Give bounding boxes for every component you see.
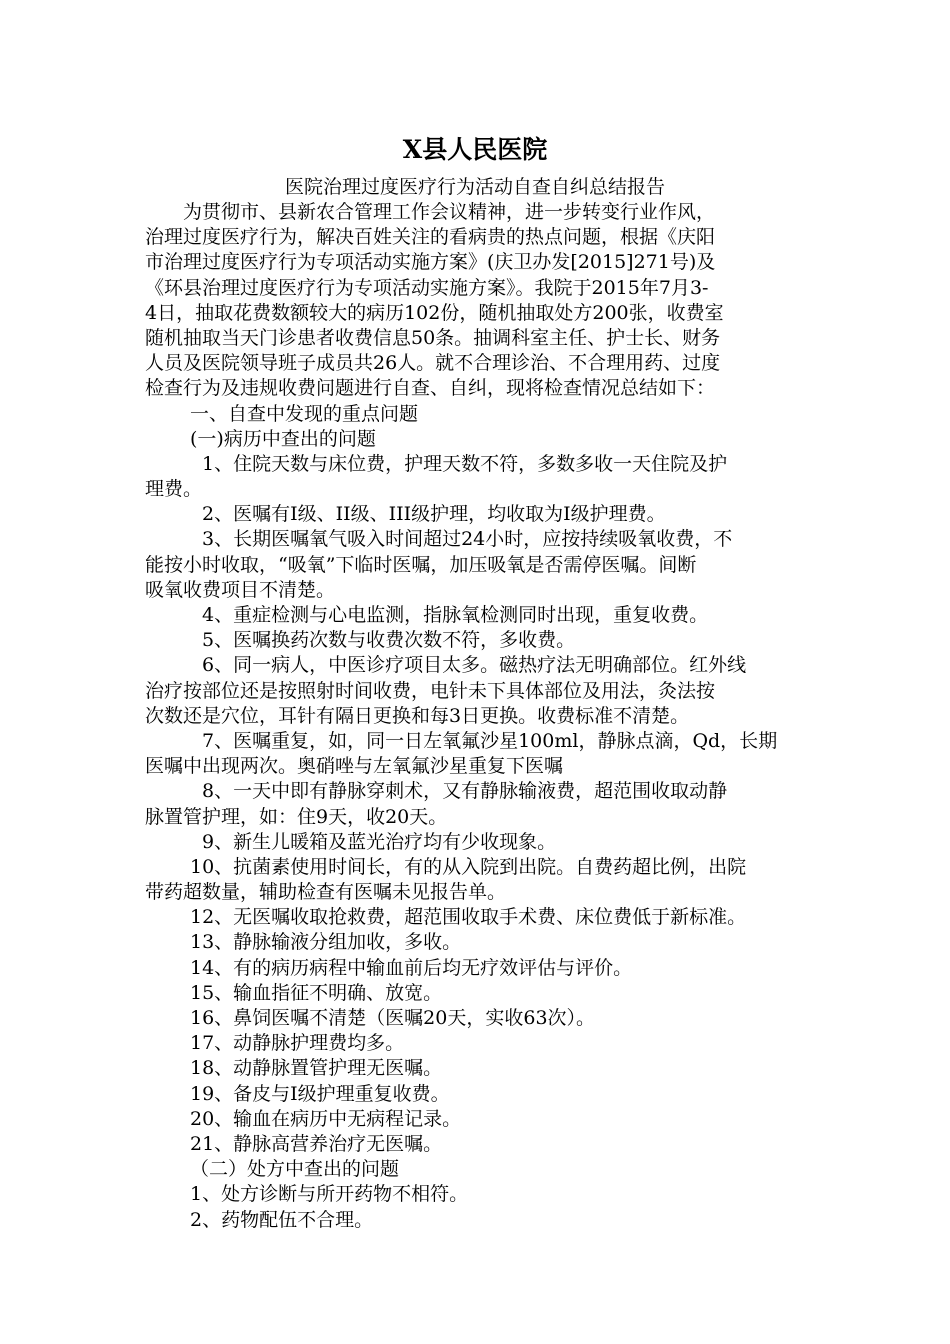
body-line: 1、住院天数与床位费，护理天数不符，多数多收一天住院及护: [202, 452, 728, 475]
body-line: 9、新生儿暖箱及蓝光治疗均有少收现象。: [202, 830, 557, 853]
body-line: 21、静脉高营养治疗无医嘱。: [190, 1132, 443, 1155]
document-subtitle: 医院治理过度医疗行为活动自查自纠总结报告: [285, 176, 666, 198]
body-line: 10、抗菌素使用时间长，有的从入院到出院。自费药超比例，出院: [190, 855, 747, 878]
body-line: 市治理过度医疗行为专项活动实施方案》(庆卫办发[2015]271号)及: [145, 251, 716, 274]
body-line: 3、长期医嘱氧气吸入时间超过24小时，应按持续吸氧收费，不: [202, 528, 733, 551]
body-line: 人员及医院领导班子成员共26人。就不合理诊治、不合理用药、过度: [145, 352, 721, 375]
body-line: 17、动静脉护理费均多。: [190, 1032, 405, 1055]
body-line: 理费。: [145, 478, 203, 501]
body-line: 16、鼻饲医嘱不清楚（医嘱20天，实收63次）。: [190, 1007, 596, 1029]
body-line: 7、医嘱重复，如，同一日左氧氟沙星100ml，静脉点滴，Qd，长期: [202, 729, 778, 752]
body-line: 次数还是穴位，耳针有隔日更换和每3日更换。收费标准不清楚。: [145, 704, 690, 727]
body-line: 脉置管护理，如：住9天，收20天。: [145, 805, 448, 828]
body-line: （二）处方中查出的问题: [190, 1158, 400, 1181]
body-line: 《环县治理过度医疗行为专项活动实施方案》。我院于2015年7月3-: [145, 276, 709, 299]
body-line: 19、备皮与Ⅰ级护理重复收费。: [190, 1082, 450, 1105]
body-line: 14、有的病历病程中输血前后均无疗效评估与评价。: [190, 956, 633, 979]
document-body: [145, 200, 810, 1233]
body-line: 带药超数量，辅助检查有医嘱未见报告单。: [145, 881, 507, 904]
body-line: 4、重症检测与心电监测，指脉氧检测同时出现，重复收费。: [202, 604, 709, 626]
body-line: 为贯彻市、县新农合管理工作会议精神，进一步转变行业作风，: [183, 201, 716, 223]
body-line: 13、静脉输液分组加收，多收。: [190, 931, 462, 954]
body-line: 能按小时收取，“吸氧”下临时医嘱，加压吸氧是否需停医嘱。间断: [145, 553, 697, 576]
body-line: 2、药物配伍不合理。: [190, 1208, 374, 1231]
document-title: X县人民医院: [402, 135, 548, 164]
body-line: 随机抽取当天门诊患者收费信息50条。抽调科室主任、护士长、财务: [145, 326, 721, 349]
body-line: 治理过度医疗行为，解决百姓关注的看病贵的热点问题，根据《庆阳: [145, 226, 716, 249]
body-line: 12、无医嘱收取抢救费，超范围收取手术费、床位费低于新标准。: [190, 906, 747, 929]
body-line: 医嘱中出现两次。奥硝唑与左氧氟沙星重复下医嘱: [145, 755, 564, 778]
body-line: 15、输血指征不明确、放宽。: [190, 981, 443, 1004]
body-line: 1、处方诊断与所开药物不相符。: [190, 1183, 469, 1206]
body-line: 6、同一病人，中医诊疗项目太多。磁热疗法无明确部位。红外线: [202, 654, 747, 677]
body-line: 一、自查中发现的重点问题: [190, 402, 419, 425]
body-line: 治疗按部位还是按照射时间收费，电针未下具体部位及用法，灸法按: [145, 679, 716, 702]
body-line: 5、医嘱换药次数与收费次数不符，多收费。: [202, 629, 576, 652]
body-line: 4日，抽取花费数额较大的病历102份，随机抽取处方200张，收费室: [145, 301, 724, 324]
body-line: 18、动静脉置管护理无医嘱。: [190, 1057, 443, 1080]
body-line: 吸氧收费项目不清楚。: [145, 578, 336, 601]
body-line: 检查行为及违规收费问题进行自查、自纠，现将检查情况总结如下：: [145, 377, 716, 400]
body-line: (一)病历中查出的问题: [190, 427, 376, 450]
body-line: 2、医嘱有Ⅰ级、II级、III级护理，均收取为Ⅰ级护理费。: [202, 503, 666, 526]
body-line: 8、一天中即有静脉穿刺术，又有静脉输液费，超范围收取动静: [202, 780, 728, 803]
body-line: 20、输血在病历中无病程记录。: [190, 1107, 462, 1130]
